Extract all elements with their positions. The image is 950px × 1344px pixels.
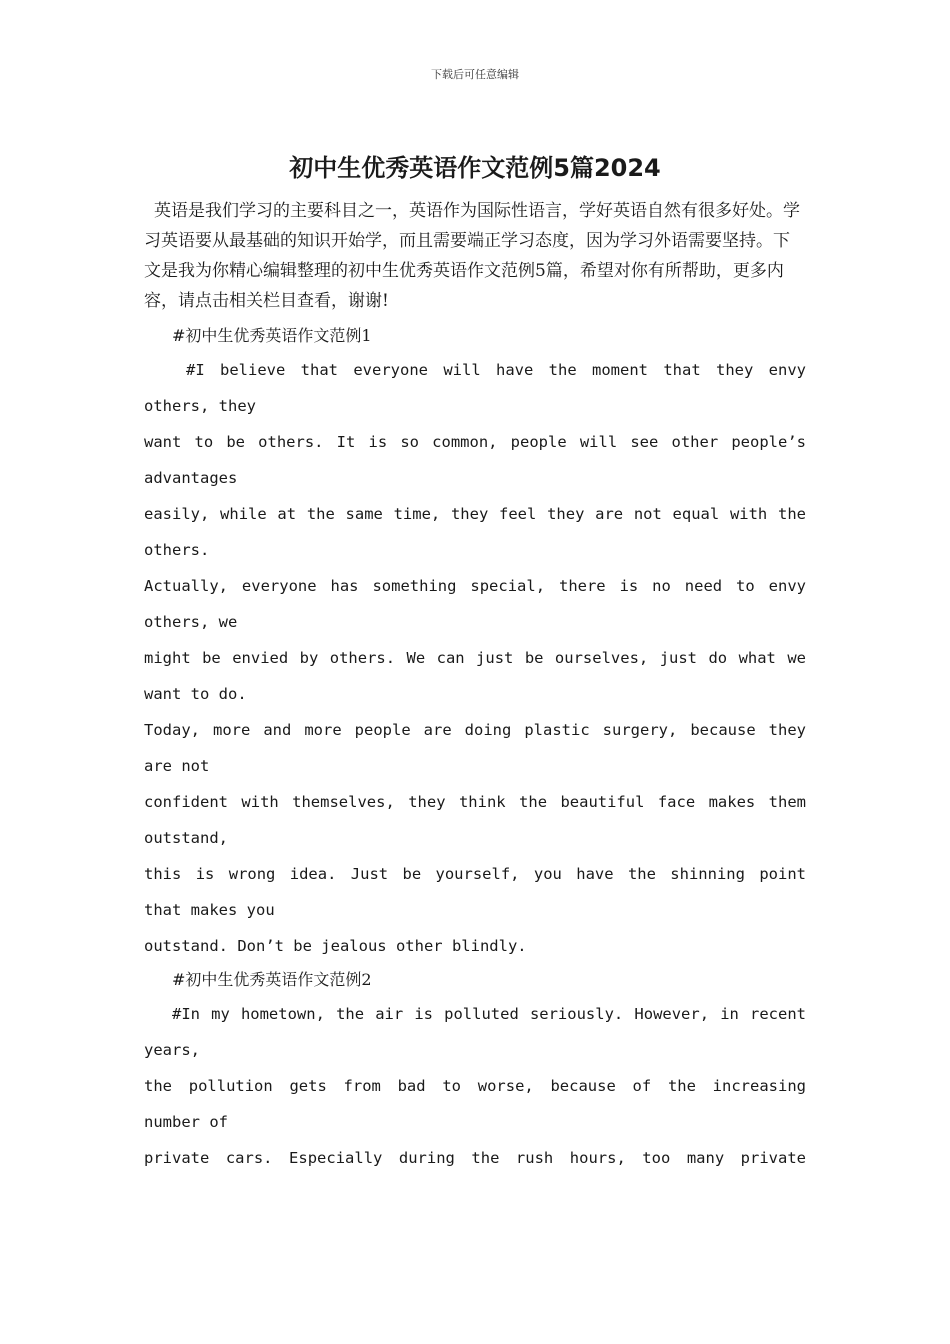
- essay-section-2: [144, 964, 806, 1176]
- essay-line: private cars. Especially during the rush hours, too many private: [144, 1149, 806, 1167]
- essay-line: the pollution gets from bad to worse, because of the increasing: [144, 1077, 806, 1095]
- intro-paragraph: 英语是我们学习的主要科目之一，英语作为国际性语言，学好英语自然有很多好处。学习英语要从最基础的知识开始学，而且需要端正学习态度，因为学习外语需要坚持。下文是我为你精心编辑整理的初中生优秀英语作文范例5篇，希望对你有所帮助，更多内容，请点击相关栏目查看，谢谢!: [144, 201, 800, 311]
- essay-line: want to do.: [144, 685, 247, 703]
- essay-line: want to be others. It is so common, people will see other people’s: [144, 433, 806, 451]
- essay-line: others, we: [144, 613, 238, 631]
- essay-line: Actually, everyone has something special, there is no need to envy: [144, 577, 806, 595]
- header-note: 下载后可任意编辑: [431, 68, 519, 81]
- essay-line: #In my hometown, the air is polluted seriously. However, in recent: [172, 1005, 806, 1023]
- section-heading: #初中生优秀英语作文范例1: [172, 326, 372, 345]
- essay-line: that makes you: [144, 901, 275, 919]
- essay-line: others.: [144, 541, 210, 559]
- essay-section-1: [144, 320, 806, 964]
- document-body: [144, 196, 806, 1176]
- essay-line: number of: [144, 1113, 228, 1131]
- essay-line: outstand. Don’t be jealous other blindly.: [144, 937, 527, 955]
- essay-line: this is wrong idea. Just be yourself, you have the shinning point: [144, 865, 806, 883]
- essay-line: might be envied by others. We can just be ourselves, just do what we: [144, 649, 806, 667]
- essay-line: advantages: [144, 469, 238, 487]
- essay-line: #I believe that everyone will have the moment that they envy: [186, 361, 806, 379]
- document-title: 初中生优秀英语作文范例5篇2024: [289, 154, 661, 182]
- essay-line: easily, while at the same time, they feel they are not equal with the: [144, 505, 806, 523]
- essay-line: outstand,: [144, 829, 228, 847]
- essay-line: are not: [144, 757, 210, 775]
- essay-line: confident with themselves, they think the beautiful face makes them: [144, 793, 806, 811]
- essay-line: Today, more and more people are doing plastic surgery, because they: [144, 721, 806, 739]
- section-heading: #初中生优秀英语作文范例2: [172, 970, 372, 989]
- essay-line: others, they: [144, 397, 256, 415]
- essay-line: years,: [144, 1041, 200, 1059]
